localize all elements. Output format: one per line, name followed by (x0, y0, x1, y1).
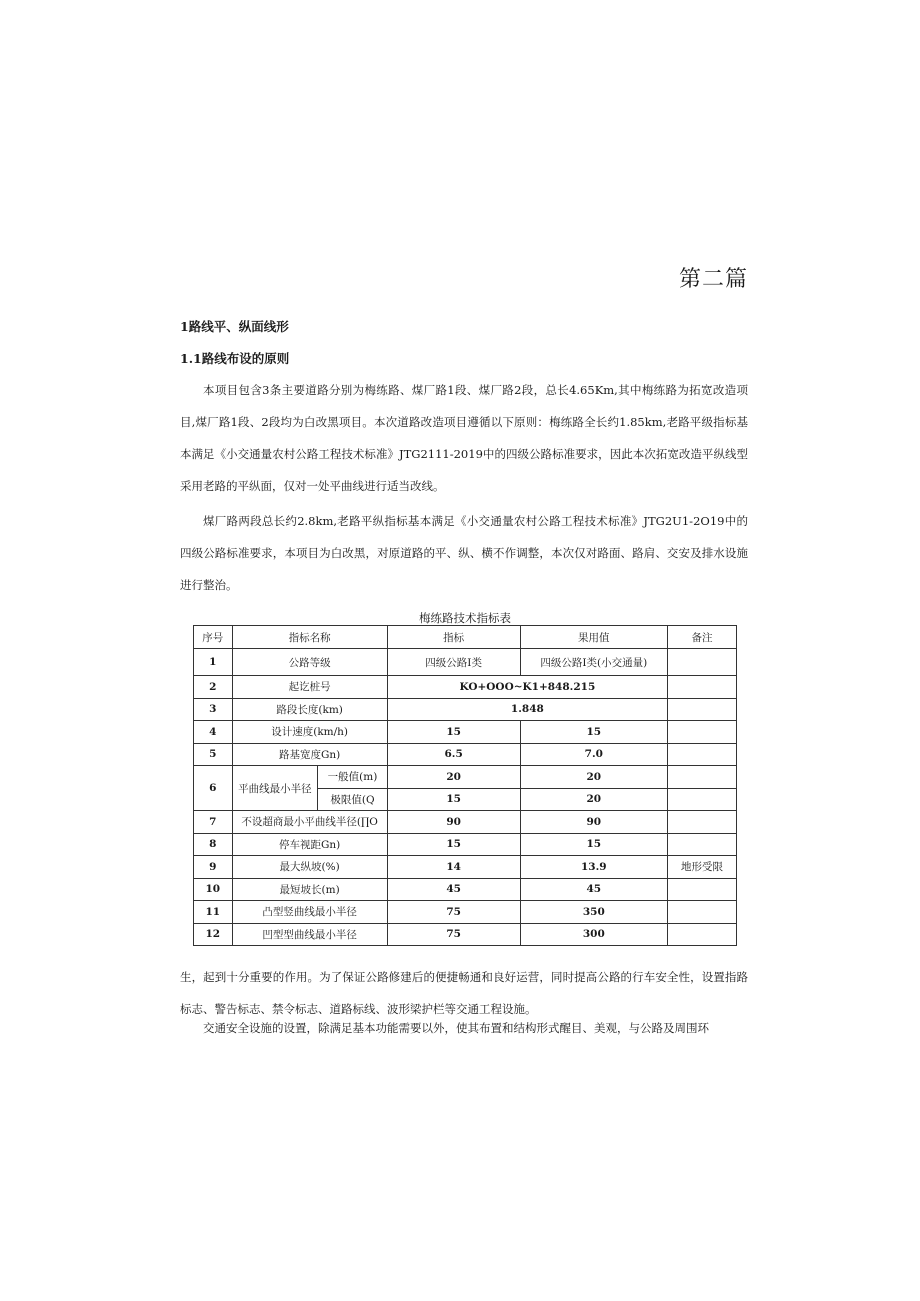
cell-name: 路段长度(km) (232, 698, 387, 721)
cell-name: 公路等级 (232, 649, 387, 676)
cell-indicator: 20 (387, 766, 520, 789)
table-row (194, 856, 737, 879)
cell-no: 5 (194, 743, 233, 766)
cell-subname: 极限值(Q (318, 788, 387, 811)
cell-adopted: 20 (520, 766, 667, 789)
cell-name: 停车视距Gn) (232, 833, 387, 856)
cell-adopted: 300 (520, 923, 667, 946)
cell-indicator: 15 (387, 833, 520, 856)
cell-no: 1 (194, 649, 233, 676)
cell-name: 不设超商最小平曲线半径(∏O (232, 811, 387, 834)
cell-indicator: 90 (387, 811, 520, 834)
cell-adopted: 350 (520, 901, 667, 924)
table-row (194, 649, 737, 676)
cell-note (668, 766, 737, 789)
cell-indicator: 6.5 (387, 743, 520, 766)
cell-name: 最短坡长(m) (232, 878, 387, 901)
cell-note (668, 788, 737, 811)
table-row (194, 766, 737, 789)
table-caption: 梅练路技术指标表 (419, 611, 511, 625)
cell-adopted: 四级公路I类(小交通量) (520, 649, 667, 676)
table-row (194, 743, 737, 766)
cell-name: 路基宽度Gn) (232, 743, 387, 766)
part-title: 第二篇 (678, 267, 748, 292)
cell-no: 3 (194, 698, 233, 721)
cell-note (668, 649, 737, 676)
section-heading: 1路线平、纵面线形 (180, 319, 289, 334)
header-adopted: 果用值 (520, 626, 667, 649)
cell-subname: 一般值(m) (318, 766, 387, 789)
table-row (194, 676, 737, 699)
table-header-row (194, 626, 737, 649)
cell-name: 起讫桩号 (232, 676, 387, 699)
table-row (194, 901, 737, 924)
cell-name: 凸型竖曲线最小半径 (232, 901, 387, 924)
cell-indicator: 15 (387, 788, 520, 811)
table-row (194, 811, 737, 834)
cell-indicator: 75 (387, 901, 520, 924)
cell-adopted: 7.0 (520, 743, 667, 766)
body-paragraph-1: 本项目包含3条主要道路分别为梅练路、煤厂路1段、煤厂路2段，总长4.65Km,其中梅练路为拓宽改造项目,煤厂路1段、2段均为白改黑项目。本次道路改造项目遵循以下原则：梅练路全长约1.85km,老路平级指标基本满足《小交通量农村公路工程技术标准》JTG2111-2019中的四级公路标准要求，因此本次拓宽改造平纵线型采用老路的平纵面，仅对一处平曲线进行适当改线。 (180, 383, 748, 493)
cell-indicator: 45 (387, 878, 520, 901)
cell-adopted: 45 (520, 878, 667, 901)
cell-note (668, 698, 737, 721)
cell-indicator: 75 (387, 923, 520, 946)
table-row (194, 698, 737, 721)
cell-adopted: 20 (520, 788, 667, 811)
header-indicator: 指标 (387, 626, 520, 649)
body-paragraph-3: 生，起到十分重要的作用。为了保证公路修建后的便捷畅通和良好运营，同时提高公路的行车安全性，设置指路标志、警告标志、禁令标志、道路标线、波形梁护栏等交通工程设施。 (180, 970, 748, 1016)
cell-indicator: 四级公路I类 (387, 649, 520, 676)
cell-no: 4 (194, 721, 233, 744)
spec-table (193, 625, 737, 946)
cell-no: 7 (194, 811, 233, 834)
cell-name: 平曲线最小半径 (232, 766, 318, 811)
table-row (194, 833, 737, 856)
cell-note (668, 901, 737, 924)
cell-name: 凹型型曲线最小半径 (232, 923, 387, 946)
cell-note (668, 878, 737, 901)
cell-name: 设计速度(km/h) (232, 721, 387, 744)
cell-name: 最大纵坡(%) (232, 856, 387, 879)
header-no: 序号 (194, 626, 233, 649)
subsection-heading: 1.1路线布设的原则 (180, 351, 290, 366)
cell-adopted: 90 (520, 811, 667, 834)
cell-adopted: 15 (520, 721, 667, 744)
cell-no: 6 (194, 766, 233, 811)
header-name: 指标名称 (232, 626, 387, 649)
cell-no: 9 (194, 856, 233, 879)
cell-note (668, 833, 737, 856)
body-paragraph-2: 煤厂路两段总长约2.8km,老路平纵指标基本满足《小交通量农村公路工程技术标准》JTG2U1-2O19中的四级公路标准要求，本项目为白改黑，对原道路的平、纵、横不作调整，本次仅对路面、路肩、交安及排水设施进行整治。 (180, 514, 748, 592)
cell-merged: 1.848 (387, 698, 667, 721)
cell-no: 11 (194, 901, 233, 924)
cell-no: 12 (194, 923, 233, 946)
cell-no: 10 (194, 878, 233, 901)
cell-indicator: 15 (387, 721, 520, 744)
cell-adopted: 13.9 (520, 856, 667, 879)
cell-note (668, 721, 737, 744)
cell-indicator: 14 (387, 856, 520, 879)
cell-note: 地形受限 (668, 856, 737, 879)
cell-note (668, 743, 737, 766)
cell-note (668, 811, 737, 834)
table-row (194, 878, 737, 901)
table-row (194, 721, 737, 744)
body-paragraph-4: 交通安全设施的设置，除满足基本功能需要以外，使其布置和结构形式醒目、美观，与公路及周围环 (203, 1021, 709, 1035)
cell-no: 8 (194, 833, 233, 856)
cell-note (668, 923, 737, 946)
cell-merged: KO+OOO~K1+848.215 (387, 676, 667, 699)
cell-adopted: 15 (520, 833, 667, 856)
cell-no: 2 (194, 676, 233, 699)
cell-note (668, 676, 737, 699)
table-row (194, 923, 737, 946)
header-note: 备注 (668, 626, 737, 649)
